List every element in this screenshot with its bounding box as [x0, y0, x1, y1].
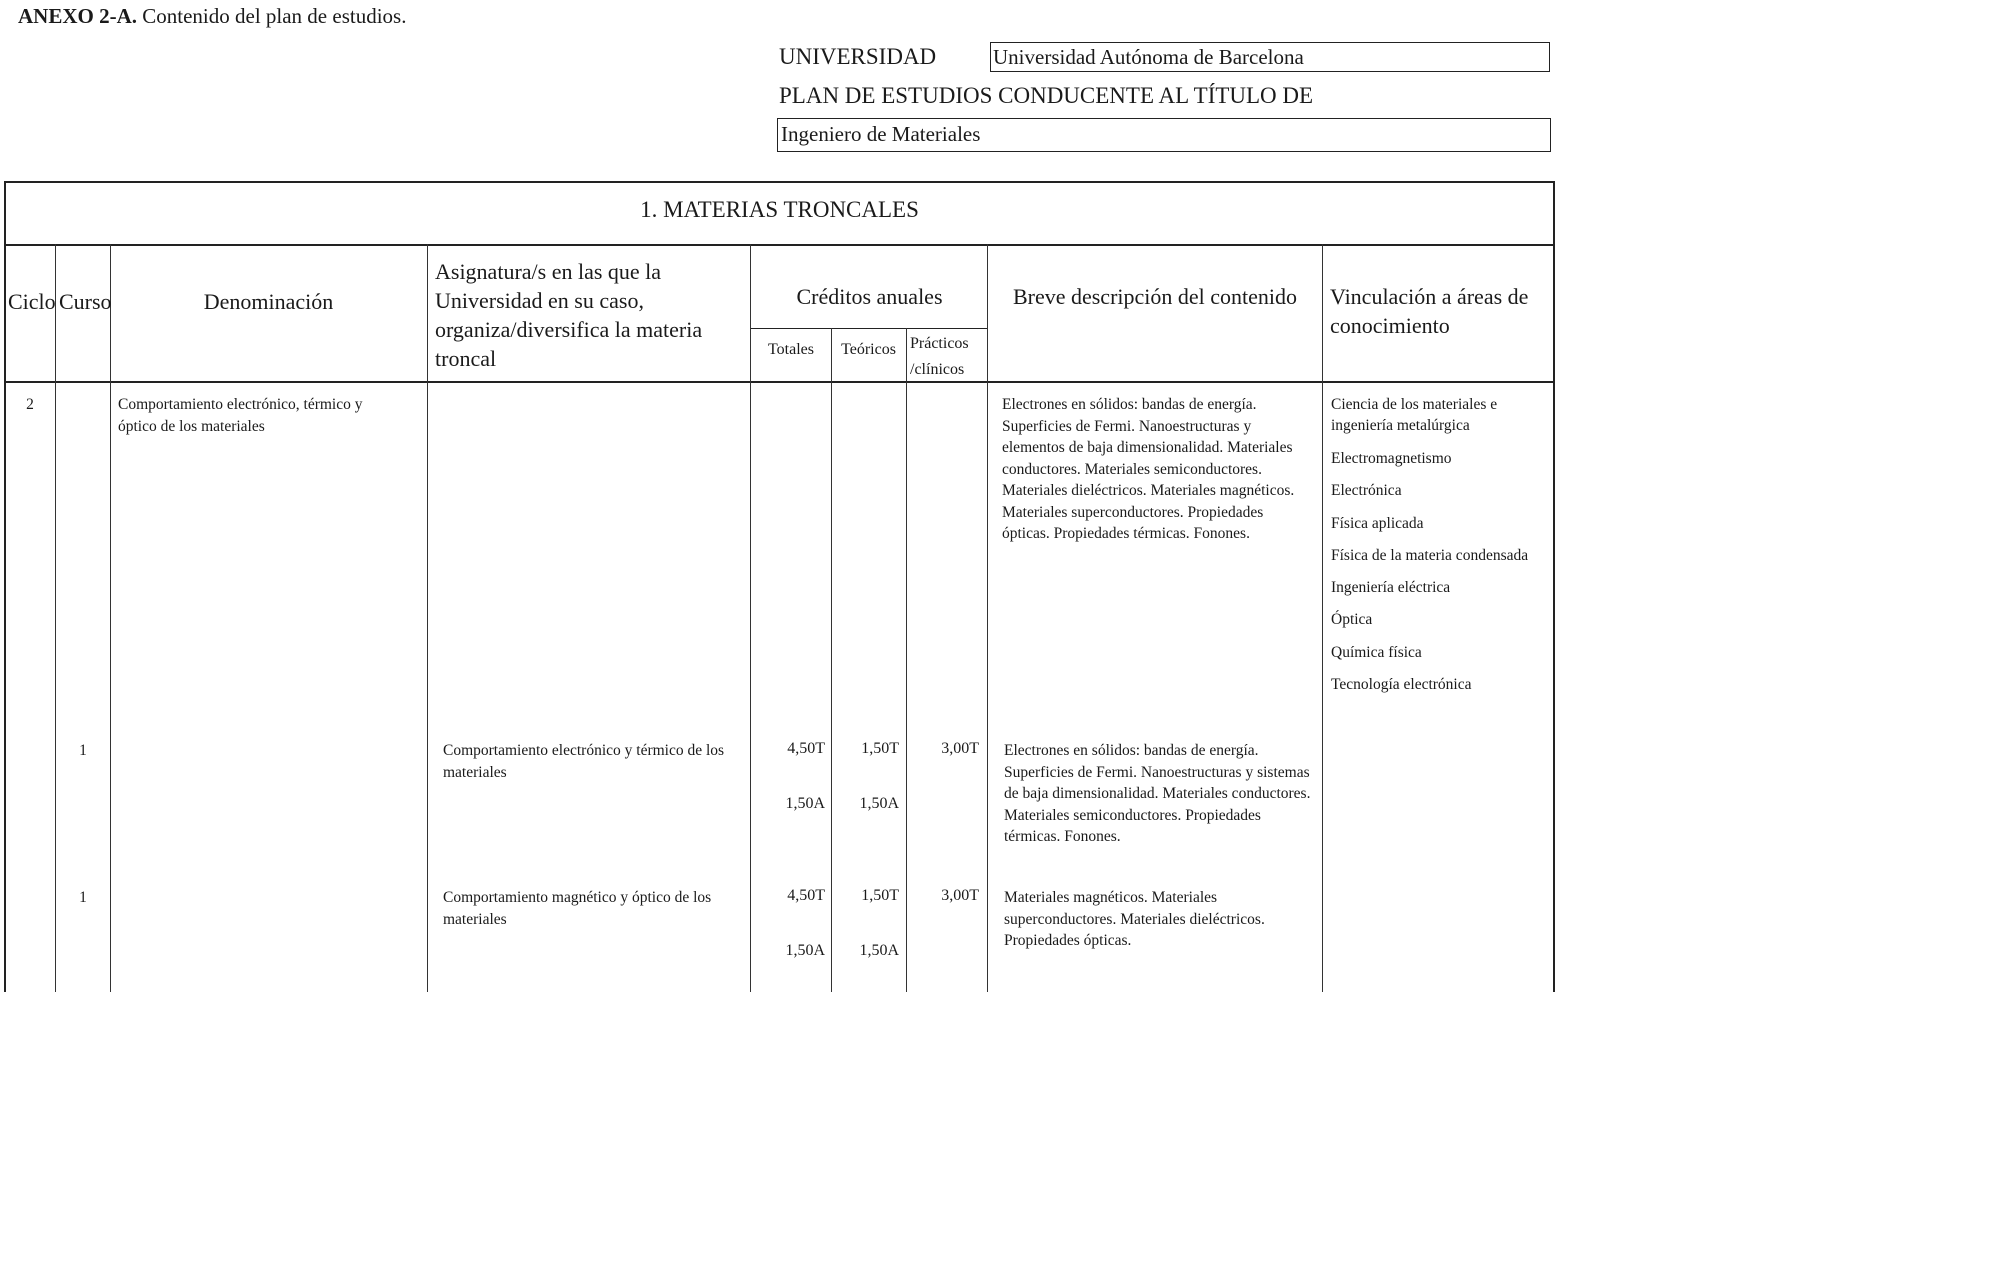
area-item: Electromagnetismo [1331, 450, 1452, 467]
header-descripcion: Breve descripción del contenido [1012, 284, 1298, 309]
credit-teoricos-a: 1,50A [859, 942, 899, 959]
asignatura-curso: 1 [79, 889, 87, 906]
area-item: Ingeniería eléctrica [1331, 579, 1451, 597]
credit-totales-t: 4,50T [787, 740, 825, 757]
header-creditos: Créditos anuales [796, 284, 943, 309]
asignatura-nombre: Comportamiento magnético y óptico de los materiales [443, 889, 712, 928]
materia-denominacion: Comportamiento electrónico, térmico y óptico de los materiales [118, 396, 363, 435]
area-item: Tecnología electrónica [1331, 676, 1472, 694]
credit-practicos-t: 3,00T [941, 887, 979, 904]
annex-label: ANEXO 2-A. [18, 4, 137, 28]
header-denominacion: Denominación [203, 289, 334, 314]
credit-totales-t: 4,50T [787, 887, 825, 904]
materia-descripcion: Electrones en sólidos: bandas de energía. Superficies de Fermi. Nanoestructuras y elementos de baja dimensionalidad. Materiales conductores. Materiales semiconductores. Materiales dieléctricos. Materiales magnéticos. Materiales superconductores. Propiedades ópticas. Propiedades térmicas. Fonones. [1002, 396, 1295, 542]
universidad-label: UNIVERSIDAD [779, 44, 937, 69]
credit-teoricos-t: 1,50T [861, 887, 899, 904]
annex-heading [18, 4, 406, 29]
asignatura-curso: 1 [79, 742, 87, 759]
header-ciclo: Ciclo [8, 289, 56, 314]
credit-totales-a: 1,50A [785, 942, 825, 959]
area-item: Electrónica [1331, 482, 1402, 500]
area-item: Ciencia de los materiales e ingeniería metalúrgica [1331, 396, 1498, 434]
col-divider-denominacion [427, 244, 428, 992]
annex-text: Contenido del plan de estudios. [142, 4, 407, 28]
header-curso: Curso [59, 289, 112, 314]
section-title: 1. MATERIAS TRONCALES [640, 197, 919, 222]
credit-teoricos-t: 1,50T [861, 740, 899, 757]
area-list [1331, 394, 1541, 706]
credit-practicos-t: 3,00T [941, 740, 979, 757]
asignatura-nombre: Comportamiento electrónico y térmico de los materiales [443, 742, 725, 781]
col-divider-curso [110, 244, 111, 992]
area-item: Física aplicada [1331, 514, 1424, 532]
col-divider-ciclo [55, 244, 56, 992]
credit-totales-a: 1,50A [785, 795, 825, 812]
area-item: Química física [1331, 643, 1422, 661]
col-divider-descripcion [1322, 244, 1323, 992]
area-item: Óptica [1331, 611, 1373, 629]
plan-label: PLAN DE ESTUDIOS CONDUCENTE AL TÍTULO DE [779, 83, 1314, 108]
header-practicos: Prácticos /clínicos [910, 335, 969, 378]
header-asignatura: Asignatura/s en las que la Universidad en su caso, organiza/diversifica la materia troncal [435, 259, 703, 371]
col-divider-creditos [987, 244, 988, 992]
titulo-field: Ingeniero de Materiales [777, 118, 1551, 152]
header-totales: Totales [768, 341, 814, 358]
asignatura-descripcion: Materiales magnéticos. Materiales superconductores. Materiales dieléctricos. Propiedades ópticas. [1004, 889, 1265, 949]
divider-creditos [751, 328, 988, 329]
asignatura-descripcion: Electrones en sólidos: bandas de energía. Superficies de Fermi. Nanoestructuras y sistemas de baja dimensionalidad. Materiales conductores. Materiales semiconductores. Propiedades térmicas. Fonones. [1004, 742, 1311, 845]
area-item: Física de la materia condensada [1331, 546, 1529, 564]
header-vinculacion: Vinculación a áreas de conocimiento [1330, 284, 1529, 338]
header-teoricos: Teóricos [841, 341, 896, 358]
universidad-field: Universidad Autónoma de Barcelona [990, 42, 1550, 72]
materia-ciclo: 2 [26, 396, 34, 413]
credit-teoricos-a: 1,50A [859, 795, 899, 812]
